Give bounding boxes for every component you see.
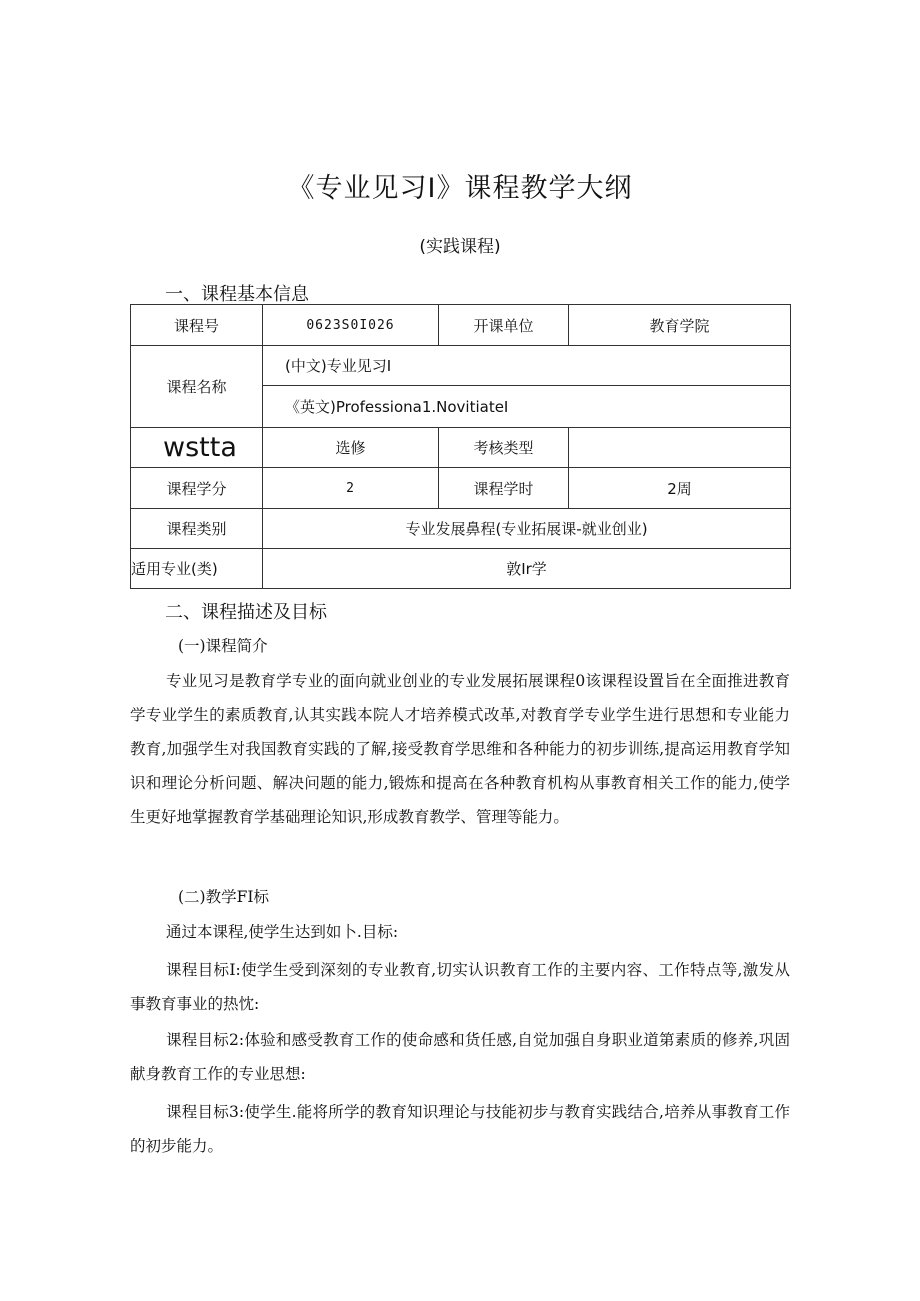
table-row [131,346,791,386]
section-heading-basic-info: 一、课程基本信息 [165,284,309,305]
credit-value: 2 [263,468,439,509]
intro-paragraph-container [130,664,790,834]
table-row [131,468,791,509]
course-no-label: 课程号 [131,305,263,346]
course-name-label: 课程名称 [131,346,263,428]
section-heading-description: 二、课程描述及目标 [165,602,327,623]
intro-heading: (一)课程简介 [178,637,268,655]
credit-label: 课程学分 [131,468,263,509]
table-row [131,428,791,468]
course-nature-label: wstta [131,428,263,468]
exam-type-value [569,428,791,468]
course-info-table [130,304,791,589]
goal-2: 课程目标2:体验和感受教育工作的使命感和货任感,自觉加强自身职业道第素质的修养,巩固献身教育工作的专业思想: [130,1031,790,1083]
major-value: 敦Ir学 [263,549,791,589]
hours-value: 2周 [569,468,791,509]
course-name-cn: (中文)专业见习I [263,346,791,386]
goals-intro: 通过本课程,使学生达到如卜.目标: [166,923,399,941]
goals-heading: (二)教学FI标 [178,888,269,906]
intro-paragraph: 专业见习是教育学专业的面向就业创业的专业发展拓展课程0该课程设置旨在全面推进教育学专业学生的素质教育,认其实践本院人才培养模式改革,对教育学专业学生进行思想和专业能力教育,加强学生对我国教育实践的了解,接受教育学思维和各种能力的初步训练,提高运用教育学知识和理论分析问题、解决问题的能力,锻炼和提高在各种教育机构从事教育相关工作的能力,使学生更好地掌握教育学基础理论知识,形成教育教学、管理等能力。 [130,672,790,826]
category-label: 课程类别 [131,509,263,549]
document-title: 《专业见习I》课程教学大纲 [287,173,633,204]
goal-1: 课程目标I:使学生受到深刻的专业教育,切实认识教育工作的主要内容、工作特点等,激发从事教育事业的热忱: [130,961,790,1013]
table-row [131,509,791,549]
goal-3: 课程目标3:使学生.能将所学的教育知识理论与技能初步与教育实践结合,培养从事教育工作的初步能力。 [130,1103,790,1155]
course-no-value: 0623S0I026 [263,305,439,346]
major-label: 适用专业(类) [131,549,263,589]
unit-label: 开课单位 [439,305,569,346]
table-row [131,549,791,589]
hours-label: 课程学时 [439,468,569,509]
unit-value: 教育学院 [569,305,791,346]
course-name-en: 《英文)Professiona1.NovitiateI [263,386,791,428]
document-subtitle: (实践课程) [419,237,501,257]
table-row [131,305,791,346]
category-value: 专业发展鼻程(专业拓展课-就业创业) [263,509,791,549]
exam-type-label: 考核类型 [439,428,569,468]
course-nature-value: 选修 [263,428,439,468]
